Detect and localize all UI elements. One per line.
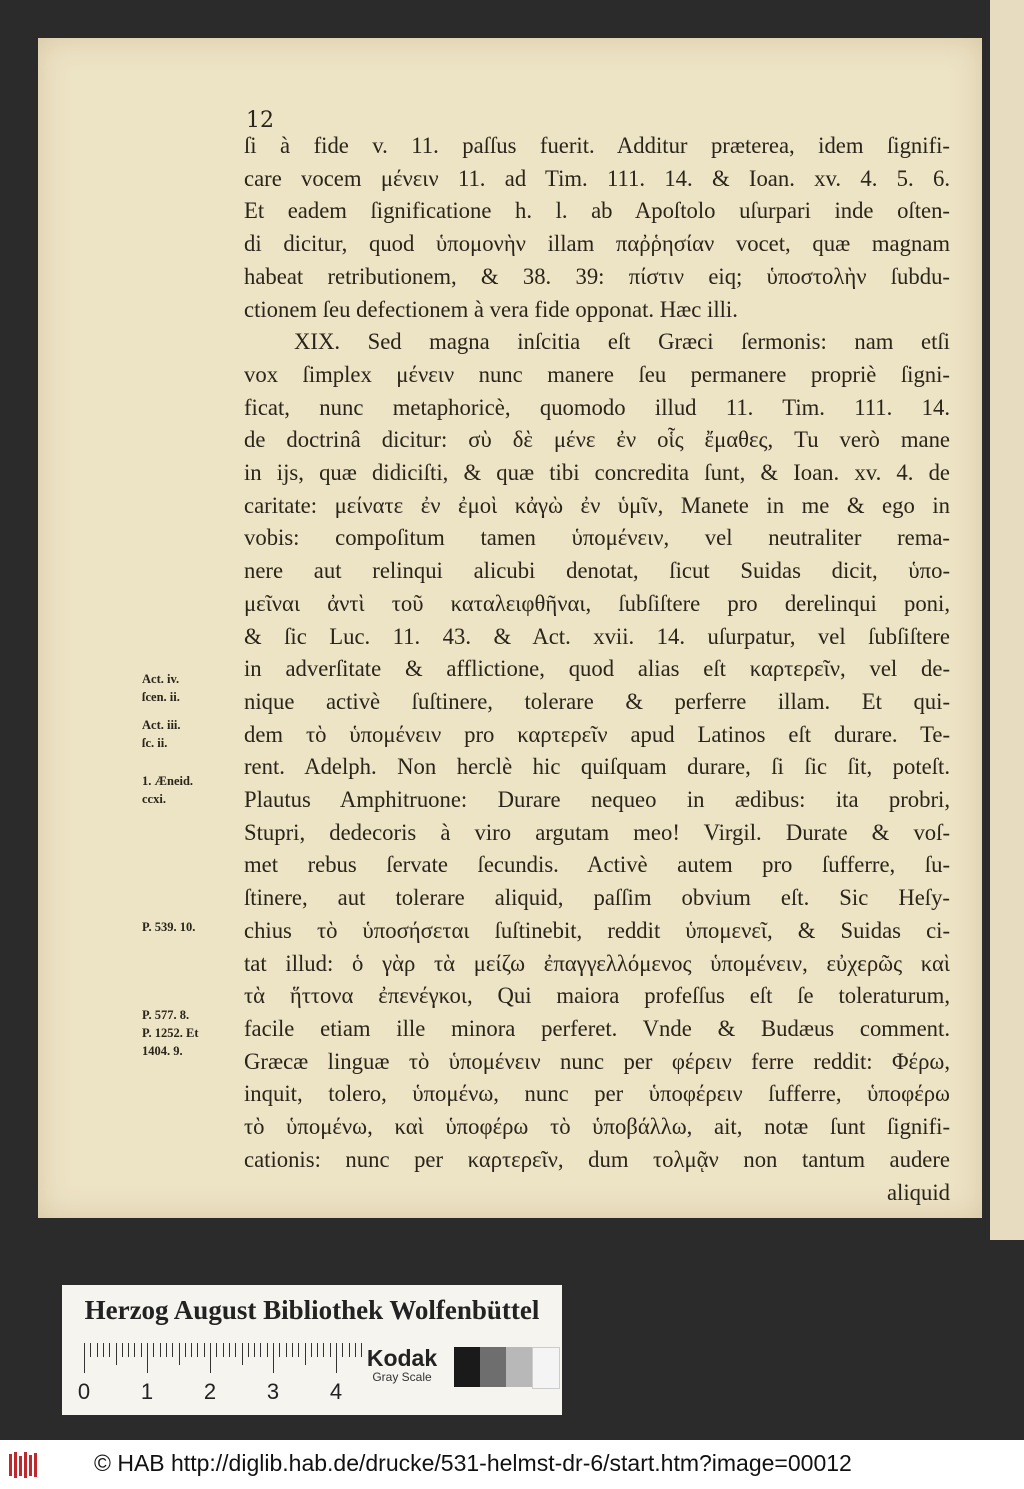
text-line: Græcæ linguæ τὸ ὑπομένειν nunc per φέρειν ferre reddit: Φέρω, [244, 1048, 950, 1074]
margin-note: Act. iii. [142, 718, 181, 732]
text-line: care vocem μένειν 11. ad Tim. 111. 14. & Ioan. xv. 4. 5. 6. [244, 165, 950, 191]
margin-note: 1. Æneid. [142, 774, 194, 788]
text-line: in ijs, quæ didiciſti, & quæ tibi concredita ſunt, & Ioan. xv. 4. de [244, 460, 950, 486]
margin-note: P. 577. 8. [142, 1008, 190, 1022]
library-name: Herzog August Bibliothek Wolfenbüttel [84, 1295, 540, 1325]
ruler-tick [122, 1343, 123, 1357]
ruler-tick [235, 1343, 236, 1357]
ruler-number: 0 [77, 1379, 91, 1404]
ruler-tick [254, 1343, 255, 1357]
ruler-tick [84, 1343, 85, 1373]
kodak-brand: Kodak [366, 1345, 438, 1371]
ruler-tick [147, 1343, 148, 1373]
text-line: met rebus ſervate ſecundis. Activè autem pro ſufferre, ſu- [244, 852, 950, 878]
ruler-tick [330, 1343, 331, 1357]
swatch-dark-gray [480, 1347, 506, 1387]
swatch-black [454, 1347, 480, 1387]
ruler-tick [134, 1343, 135, 1357]
text-line: aliquid [886, 1179, 950, 1205]
page-number: 12 [246, 108, 274, 133]
swatch-light-gray [506, 1347, 532, 1387]
text-line: μεῖναι ἀντὶ τοῦ καταλειφθῆναι, ſubſiſtere pro derelinqui poni, [244, 590, 950, 616]
text-line: vox ſimplex μένειν nunc manere ſeu permanere propriè ſigni- [244, 361, 950, 387]
text-line: de doctrinâ dicitur: σὺ δὲ μένε ἐν οἷς ἔμαθες, Tu verò mane [244, 427, 950, 453]
footer-url[interactable]: © HAB http://diglib.hab.de/drucke/531-helmst-dr-6/start.htm?image=00012 [94, 1450, 852, 1476]
margin-note: ſc. ii. [142, 736, 168, 750]
ruler-tick [216, 1343, 217, 1357]
text-line: τὸ ὑπομένω, καὶ ὑποφέρω τὸ ὑποβάλλω, ait, notæ ſunt ſignifi- [244, 1114, 950, 1140]
ruler-tick [248, 1343, 249, 1357]
kodak-gray-scale-label: Gray Scale [372, 1370, 432, 1384]
text-line: & ſic Luc. 11. 43. & Act. xvii. 14. uſurpatur, vel ſubſiſtere [244, 623, 950, 649]
ruler-tick [185, 1343, 186, 1357]
hab-logo-icon [8, 1450, 38, 1480]
ruler-tick [223, 1343, 224, 1357]
ruler-number: 1 [140, 1379, 154, 1404]
ruler-tick [292, 1343, 293, 1357]
text-line: di dicitur, quod ὑπομονὴν illam παῤῥησίαν vocet, quæ magnam [244, 231, 950, 257]
ruler-tick [267, 1343, 268, 1357]
text-line: chius τὸ ὑποσήσεται ſuſtinebit, reddit ὑπομενεῖ, & Suidas ci- [244, 917, 950, 943]
margin-note: Act. iv. [142, 672, 180, 686]
footer-bar [0, 1440, 1024, 1489]
ruler-tick [229, 1343, 230, 1357]
text-line: nique activè ſuſtinere, tolerare & perferre illam. Et qui- [244, 688, 950, 714]
text-line: facile etiam ille minora perferet. Vnde & Budæus comment. [244, 1015, 950, 1041]
ruler-tick [116, 1343, 117, 1365]
book-page [38, 38, 982, 1218]
text-line: Stupri, dedecoris à viro argutam meo! Virgil. Durate & voſ- [244, 819, 950, 845]
text-line: inquit, tolero, ὑπομένω, nunc per ὑποφέρειν ſufferre, ὑποφέρω [244, 1081, 950, 1107]
ruler-tick [109, 1343, 110, 1357]
ruler-tick [172, 1343, 173, 1357]
ruler-tick [305, 1343, 306, 1365]
text-line: in adverſitate & afflictione, quod alias eſt καρτερεῖν, vel de- [244, 656, 950, 682]
text-line: ſtinere, aut tolerare aliquid, paſſim obvium eſt. Sic Heſy- [244, 885, 950, 911]
margin-note: ſcen. ii. [142, 690, 180, 704]
text-line: vobis: compoſitum tamen ὑπομένειν, vel neutraliter rema- [244, 525, 950, 551]
text-line: XIX. Sed magna inſcitia eſt Græci ſermonis: nam etſi [294, 329, 950, 355]
ruler-tick [311, 1343, 312, 1357]
ruler-tick [210, 1343, 211, 1373]
ruler-tick [336, 1343, 337, 1373]
text-line: Et eadem ſignificatione h. l. ab Apoſtolo uſurpari inde oſten- [244, 198, 950, 224]
ruler-number: 4 [329, 1379, 343, 1404]
text-line: ficat, nunc metaphoricè, quomodo illud 11. Tim. 111. 14. [244, 394, 950, 420]
text-line: nere aut relinqui alicubi denotat, ſicut Suidas dicit, ὑπο- [244, 558, 950, 584]
ruler-tick [191, 1343, 192, 1357]
ruler-tick [286, 1343, 287, 1357]
ruler-tick [242, 1343, 243, 1365]
text-line: habeat retributionem, & 38. 39: πίστιν eiq; ὑποστολὴν ſubdu- [244, 263, 950, 289]
ruler-tick [141, 1343, 142, 1357]
ruler-tick [279, 1343, 280, 1357]
ruler-tick [273, 1343, 274, 1373]
ruler-tick [298, 1343, 299, 1357]
ruler-number: 3 [266, 1379, 280, 1404]
text-line: tat illud: ὁ γὰρ τὰ μείζω ἐπαγγελλόμενος ὑπομένειν, εὐχερῶς καὶ [244, 950, 950, 976]
ruler-number: 2 [203, 1379, 217, 1404]
gray-scale-swatches [454, 1347, 560, 1387]
ruler-tick [355, 1343, 356, 1357]
text-line: rent. Adelph. Non herclè hic quiſquam durare, ſi ſic ſit, poteſt. [244, 754, 950, 780]
ruler-tick [342, 1343, 343, 1357]
ruler-tick [349, 1343, 350, 1357]
ruler-tick [323, 1343, 324, 1357]
library-color-bar [62, 1285, 562, 1415]
ruler-tick [103, 1343, 104, 1357]
text-line: Plautus Amphitruone: Durare nequeo in ædibus: ita probri, [244, 787, 950, 813]
ruler-tick [197, 1343, 198, 1357]
ruler-tick [166, 1343, 167, 1357]
text-line: caritate: μείνατε ἐν ἐμοὶ κἀγὼ ἐν ὑμῖν, Manete in me & ego in [244, 492, 950, 518]
ruler-tick [153, 1343, 154, 1357]
ruler-tick [260, 1343, 261, 1357]
margin-note: P. 539. 10. [142, 920, 196, 934]
ruler-tick [90, 1343, 91, 1357]
adjacent-page-edge [990, 0, 1024, 1240]
text-line: ctionem ſeu defectionem à vera fide opponat. Hæc illi. [244, 296, 738, 322]
margin-note: ccxi. [142, 792, 166, 806]
ruler-tick [160, 1343, 161, 1357]
text-line: ſi à fide v. 11. paſſus fuerit. Additur præterea, idem ſignifi- [244, 133, 950, 158]
ruler-tick [204, 1343, 205, 1357]
text-line: cationis: nunc per καρτερεῖν, dum τολμᾷν non tantum audere [244, 1146, 950, 1172]
swatch-white [532, 1347, 560, 1389]
kodak-logo [358, 1345, 446, 1384]
margin-note: 1404. 9. [142, 1044, 183, 1058]
ruler-tick [128, 1343, 129, 1357]
text-line: dem τὸ ὑπομένειν pro καρτερεῖν apud Latinos eſt durare. Te- [244, 721, 950, 747]
text-line: τὰ ἥττονα ἐπενέγκοι, Qui maiora profeſſus eſt ſe toleraturum, [244, 983, 950, 1009]
scale-ruler [78, 1343, 358, 1413]
ruler-tick [179, 1343, 180, 1365]
body-text [244, 130, 950, 1209]
ruler-tick [97, 1343, 98, 1357]
ruler-tick [317, 1343, 318, 1357]
margin-note: P. 1252. Et [142, 1026, 199, 1040]
